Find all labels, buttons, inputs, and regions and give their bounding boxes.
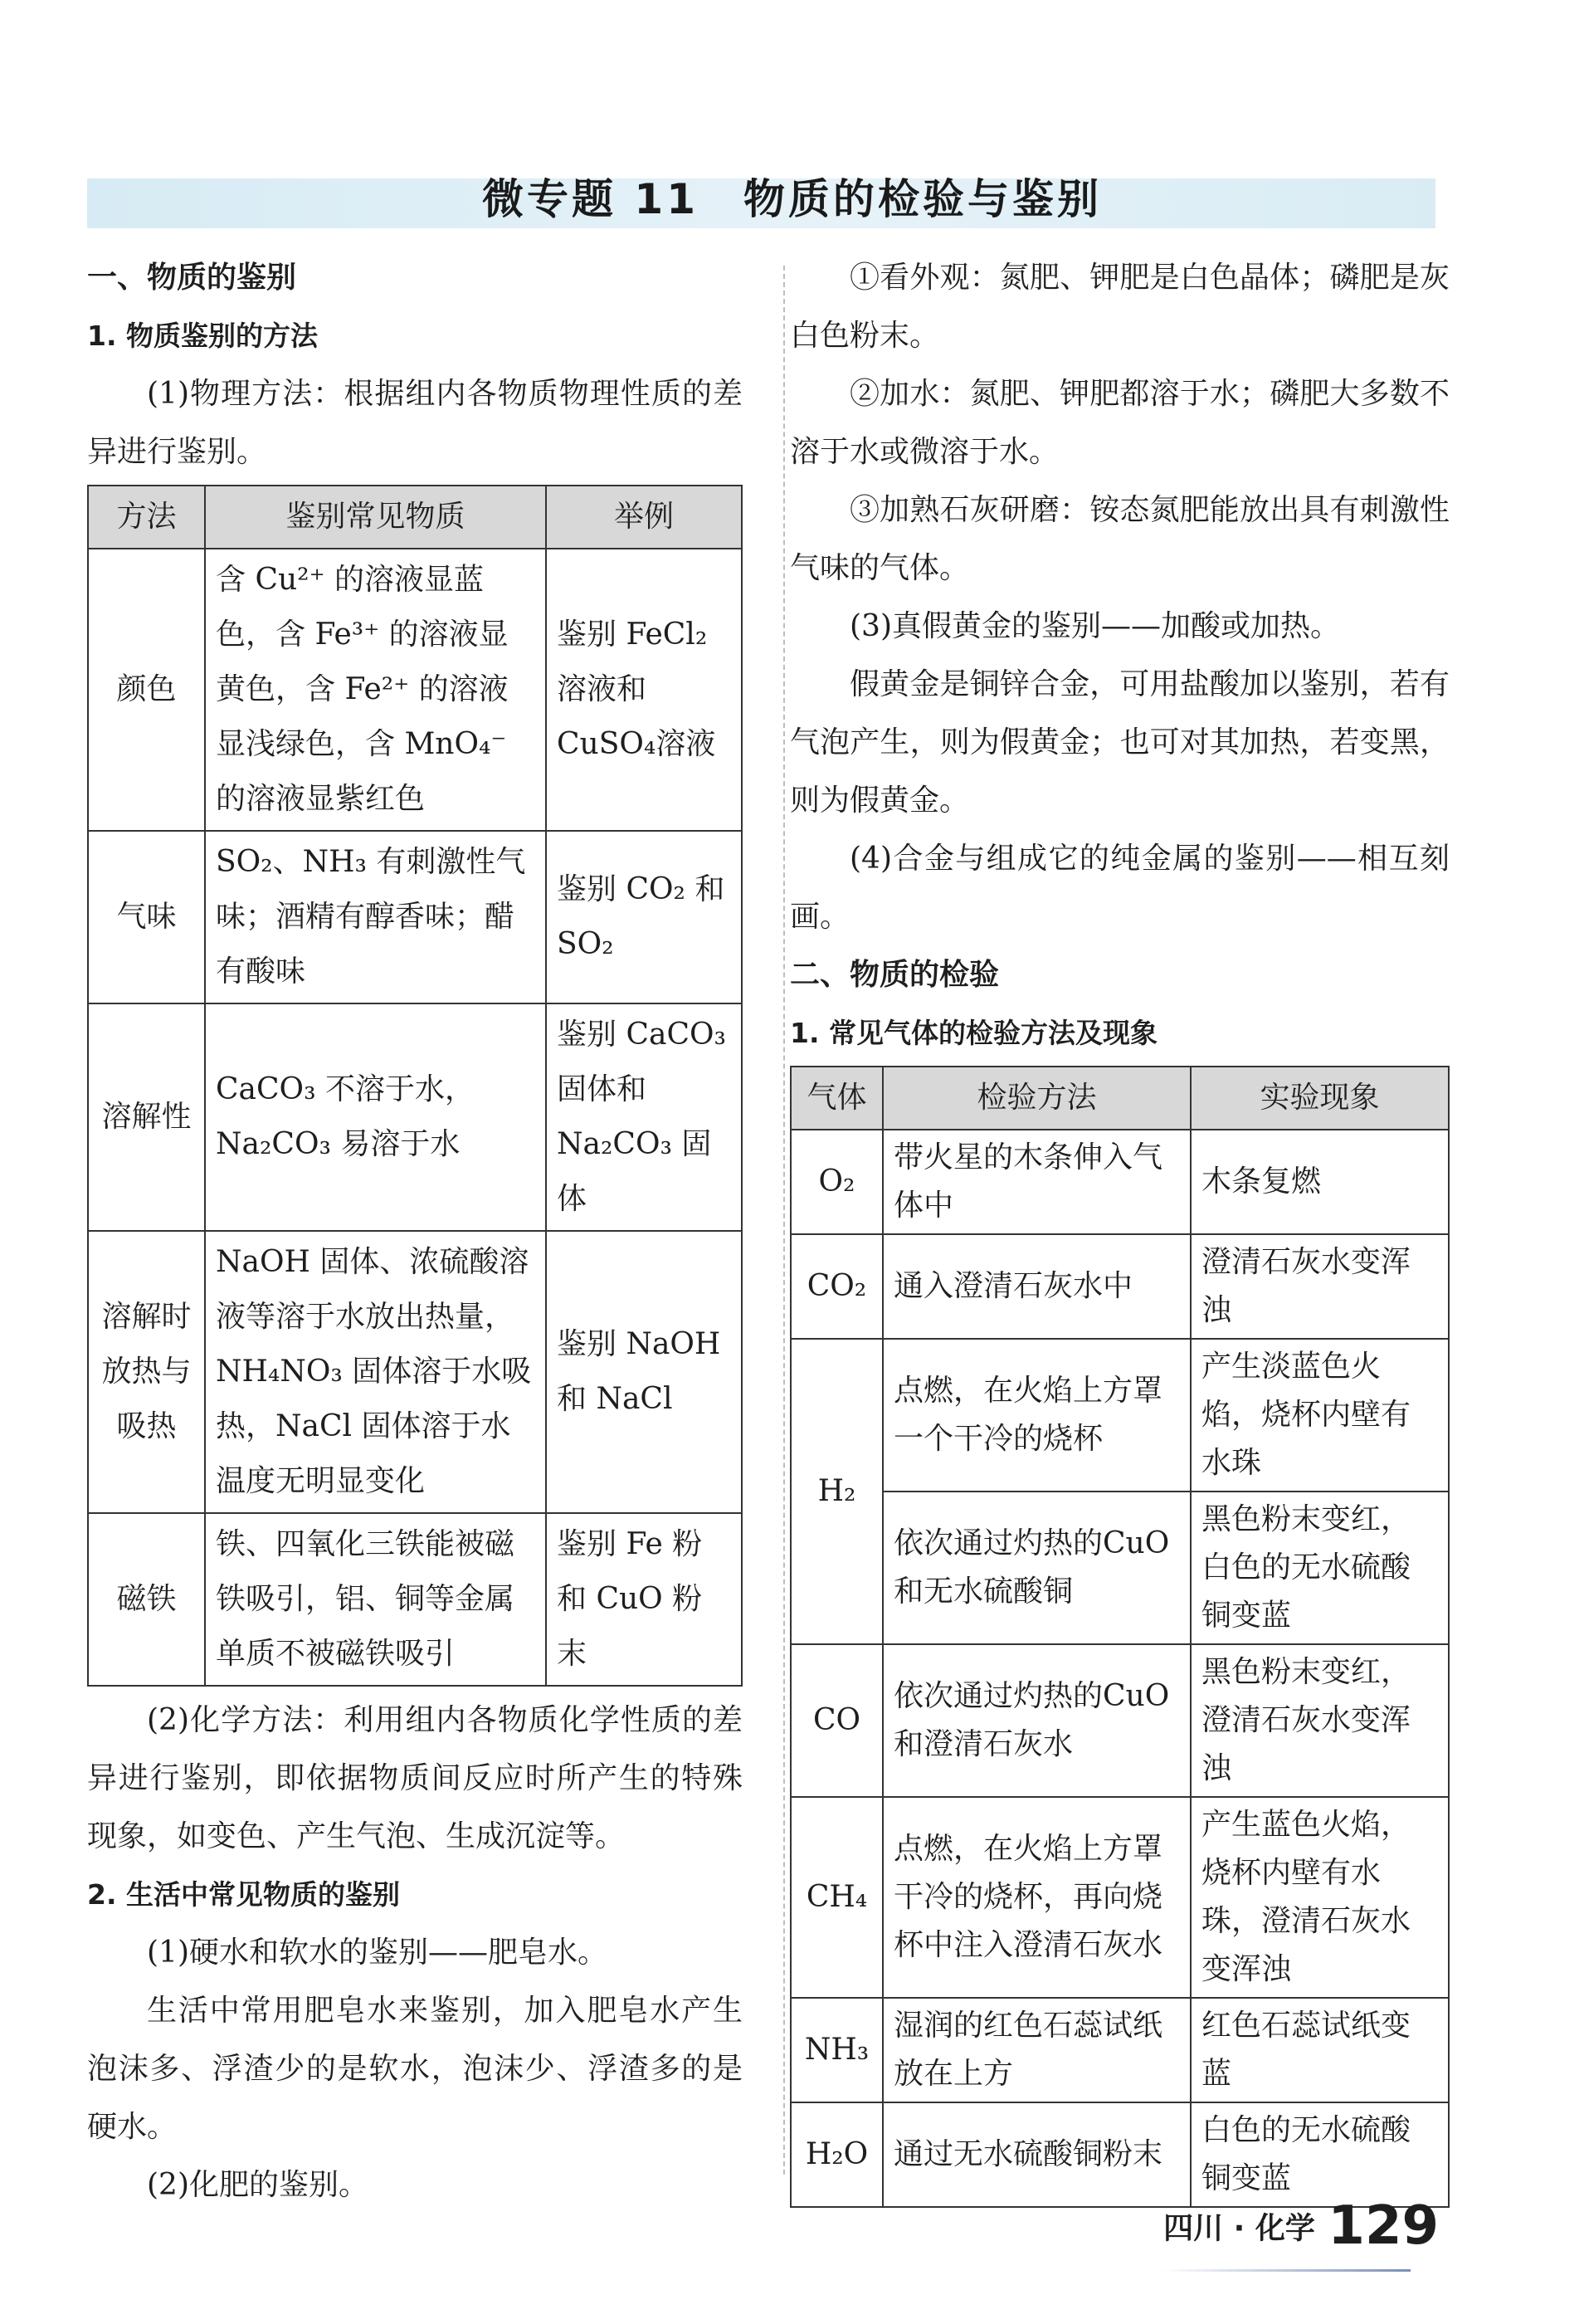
paragraph-chemical-method: (2)化学方法：利用组内各物质化学性质的差异进行鉴别，即依据物质间反应时所产生的特殊现象，如变色、产生气泡、生成沉淀等。 (87, 1703, 743, 1853)
paragraph-hard-water: (1)硬水和软水的鉴别——肥皂水。 (147, 1936, 607, 1970)
cell-result: 木条复燃 (1191, 1130, 1449, 1234)
page-title: 微专题 11 物质的检验与鉴别 (482, 175, 1102, 223)
footer-region: 四川 · 化学 (1163, 2211, 1315, 2246)
section-heading-identification: 一、物质的鉴别 (87, 261, 297, 295)
cell-example: 鉴别 FeCl₂ 溶液和 CuSO₄溶液 (546, 549, 742, 831)
paragraph-add-water: ②加水：氮肥、钾肥都溶于水；磷肥大多数不溶于水或微溶于水。 (790, 377, 1450, 469)
table-row (791, 1234, 1449, 1339)
cell-gas: CO (791, 1644, 883, 1797)
cell-description: NaOH 固体、浓硫酸溶液等溶于水放出热量，NH₄NO₃ 固体溶于水吸热，NaCl 固体溶于水温度无明显变化 (205, 1231, 546, 1513)
table-row (88, 1513, 742, 1686)
cell-example: 鉴别 NaOH 和 NaCl (546, 1231, 742, 1513)
paragraph-physical-method: (1)物理方法：根据组内各物质物理性质的差异进行鉴别。 (87, 377, 743, 469)
gas-testing-table (790, 1066, 1450, 2208)
header-example: 举例 (546, 486, 742, 549)
cell-method: 颜色 (88, 549, 205, 831)
table-row (791, 1492, 1449, 1644)
table-row (791, 2102, 1449, 2207)
right-column (790, 249, 1450, 2213)
cell-result: 白色的无水硫酸铜变蓝 (1191, 2102, 1449, 2207)
cell-description: 含 Cu²⁺ 的溶液显蓝色，含 Fe³⁺ 的溶液显黄色，含 Fe²⁺ 的溶液显浅绿色，含 MnO₄⁻ 的溶液显紫红色 (205, 549, 546, 831)
table-header-row (88, 486, 742, 549)
section-heading-testing: 二、物质的检验 (790, 958, 1000, 992)
cell-gas: H₂ (791, 1339, 883, 1644)
cell-method: 气味 (88, 831, 205, 1003)
table-row (791, 1998, 1449, 2102)
table-header-row (791, 1067, 1449, 1130)
cell-method: 通入澄清石灰水中 (883, 1234, 1191, 1339)
paragraph-soap-water: 生活中常用肥皂水来鉴别，加入肥皂水产生泡沫多、浮渣少的是软水，泡沫少、浮渣多的是硬水。 (87, 1994, 743, 2144)
table-row (791, 1797, 1449, 1998)
paragraph-fake-gold: (3)真假黄金的鉴别——加酸或加热。 (850, 609, 1340, 643)
cell-example: 鉴别 CaCO₃ 固体和 Na₂CO₃ 固体 (546, 1003, 742, 1231)
identification-table (87, 485, 743, 1687)
cell-description: CaCO₃ 不溶于水，Na₂CO₃ 易溶于水 (205, 1003, 546, 1231)
header-description: 鉴别常见物质 (205, 486, 546, 549)
cell-method: 依次通过灼热的CuO和澄清石灰水 (883, 1644, 1191, 1797)
table-row (791, 1644, 1449, 1797)
cell-gas: CH₄ (791, 1797, 883, 1998)
subheading-gas-testing: 1. 常见气体的检验方法及现象 (790, 1017, 1158, 1049)
paragraph-alloy: (4)合金与组成它的纯金属的鉴别——相互刻画。 (790, 842, 1450, 934)
cell-result: 澄清石灰水变浑浊 (1191, 1234, 1449, 1339)
cell-example: 鉴别 CO₂ 和 SO₂ (546, 831, 742, 1003)
cell-method: 依次通过灼热的CuO和无水硫酸铜 (883, 1492, 1191, 1644)
cell-method: 通过无水硫酸铜粉末 (883, 2102, 1191, 2207)
cell-result: 黑色粉末变红，澄清石灰水变浑浊 (1191, 1644, 1449, 1797)
paragraph-appearance: ①看外观：氮肥、钾肥是白色晶体；磷肥是灰白色粉末。 (790, 261, 1450, 353)
header-gas: 气体 (791, 1067, 883, 1130)
cell-result: 产生淡蓝色火焰，烧杯内壁有水珠 (1191, 1339, 1449, 1492)
cell-method: 溶解时放热与吸热 (88, 1231, 205, 1513)
header-test-method: 检验方法 (883, 1067, 1191, 1130)
page-footer (1163, 2195, 1439, 2257)
cell-example: 鉴别 Fe 粉和 CuO 粉末 (546, 1513, 742, 1686)
page-number: 129 (1328, 2195, 1439, 2257)
cell-result: 产生蓝色火焰，烧杯内壁有水珠，澄清石灰水变浑浊 (1191, 1797, 1449, 1998)
column-divider (783, 266, 785, 2175)
cell-gas: NH₃ (791, 1998, 883, 2102)
cell-gas: CO₂ (791, 1234, 883, 1339)
cell-method: 磁铁 (88, 1513, 205, 1686)
paragraph-fertilizer: (2)化肥的鉴别。 (147, 2168, 368, 2202)
table-row (88, 1231, 742, 1513)
cell-result: 黑色粉末变红，白色的无水硫酸铜变蓝 (1191, 1492, 1449, 1644)
cell-method: 湿润的红色石蕊试纸放在上方 (883, 1998, 1191, 2102)
table-row (88, 549, 742, 831)
footer-line (1162, 2269, 1411, 2272)
cell-result: 红色石蕊试纸变蓝 (1191, 1998, 1449, 2102)
left-column (87, 249, 743, 2214)
table-row (791, 1130, 1449, 1234)
cell-method: 点燃，在火焰上方罩干冷的烧杯，再向烧杯中注入澄清石灰水 (883, 1797, 1191, 1998)
paragraph-grinding: ③加熟石灰研磨：铵态氮肥能放出具有刺激性气味的气体。 (790, 493, 1450, 585)
subheading-methods: 1. 物质鉴别的方法 (87, 320, 318, 352)
table-row (791, 1339, 1449, 1492)
subheading-daily-life: 2. 生活中常见物质的鉴别 (87, 1878, 400, 1911)
cell-gas: O₂ (791, 1130, 883, 1234)
cell-description: SO₂、NH₃ 有刺激性气味；酒精有醇香味；醋有酸味 (205, 831, 546, 1003)
cell-method: 溶解性 (88, 1003, 205, 1231)
table-row (88, 1003, 742, 1231)
paragraph-fake-gold-detail: 假黄金是铜锌合金，可用盐酸加以鉴别，若有气泡产生，则为假黄金；也可对其加热，若变黑，则为假黄金。 (790, 667, 1450, 818)
header-phenomenon: 实验现象 (1191, 1067, 1449, 1130)
table-row (88, 831, 742, 1003)
cell-gas: H₂O (791, 2102, 883, 2207)
cell-method: 带火星的木条伸入气体中 (883, 1130, 1191, 1234)
cell-method: 点燃，在火焰上方罩一个干冷的烧杯 (883, 1339, 1191, 1492)
header-method: 方法 (88, 486, 205, 549)
cell-description: 铁、四氧化三铁能被磁铁吸引，铝、铜等金属单质不被磁铁吸引 (205, 1513, 546, 1686)
